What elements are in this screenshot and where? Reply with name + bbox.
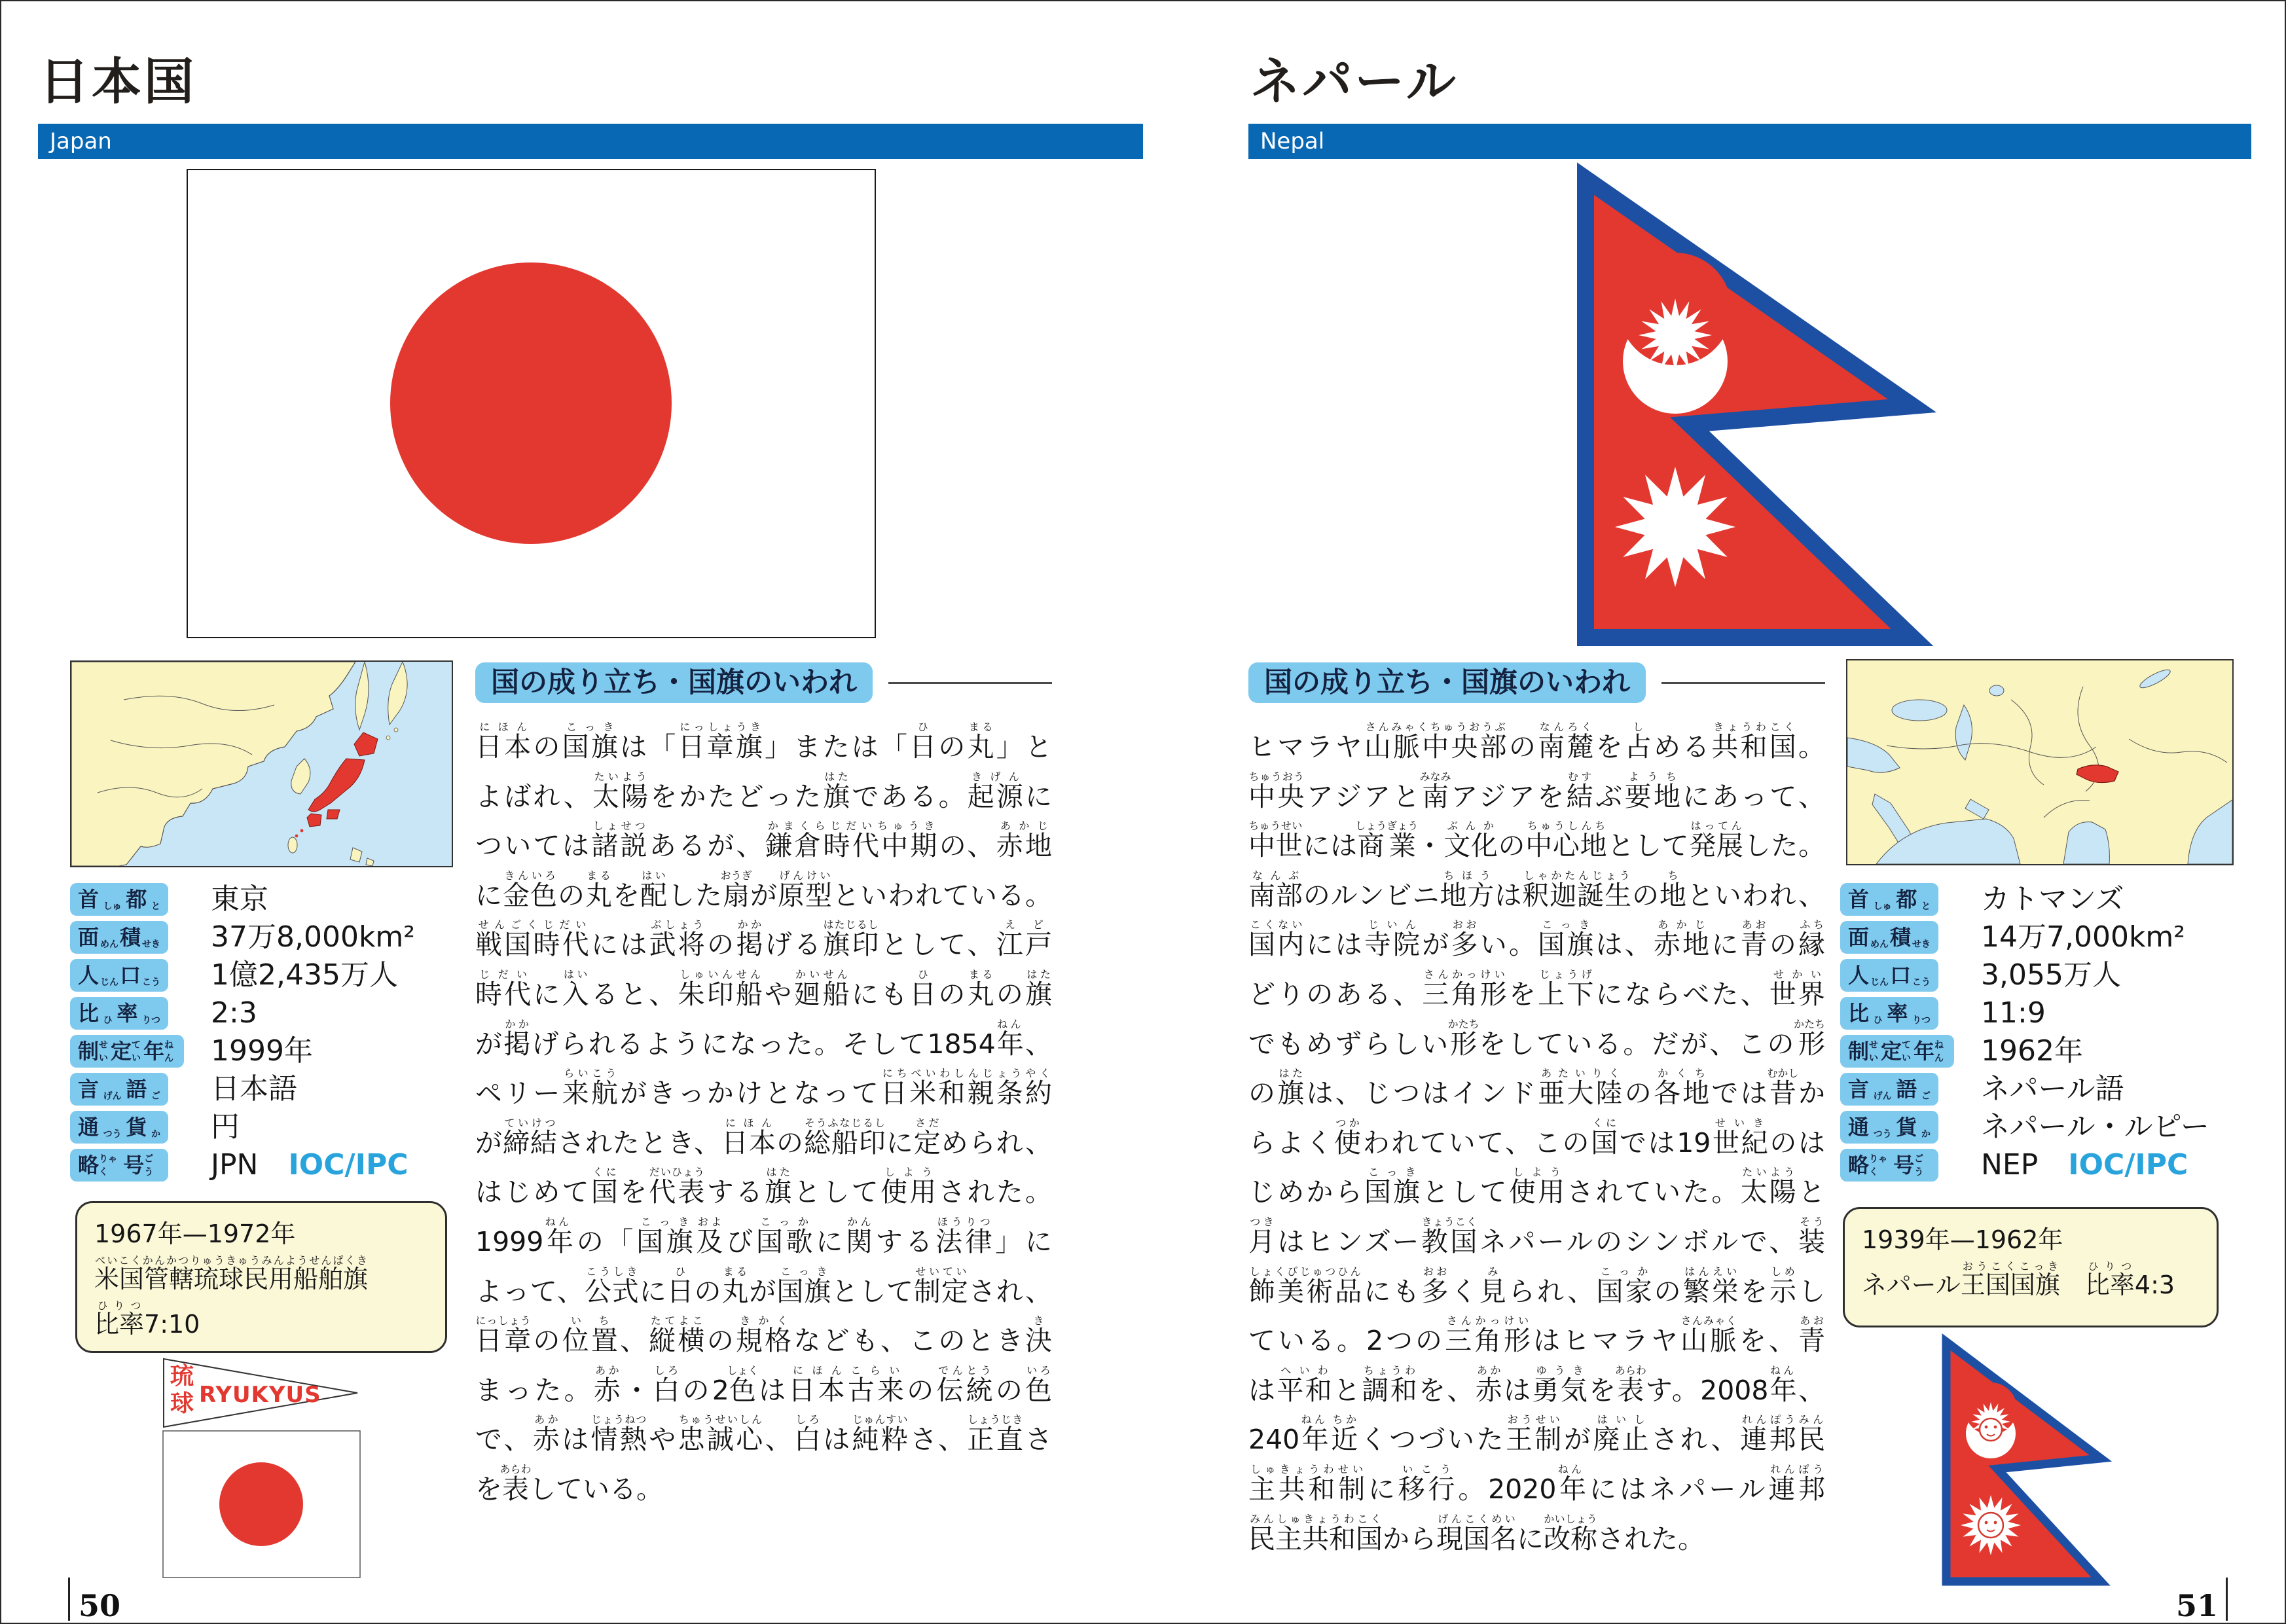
info-label-kanji: 都 [126,887,147,912]
body-text-line: ペリー来航らいこうがきっかけとなって日米和親条約にちべいわしんじょうやく [475,1067,1053,1110]
ryukyus-pennant-image [162,1358,359,1428]
info-row [1840,1111,2233,1144]
info-label-badge [1840,1111,1938,1144]
info-row [1840,997,2233,1030]
info-label-kanji: 積 [119,925,141,950]
info-label-furigana: ねん [164,1040,174,1064]
ryukyus-flag-disc [219,1462,303,1546]
info-label-kanji: 略 [78,1153,100,1178]
info-label-badge [1840,883,1938,916]
info-label-badge [1840,1073,1938,1106]
nepal-flag-shape [1586,179,1912,638]
info-value: 14万7,000km² [1981,920,2185,954]
info-value: 2:3 [211,996,257,1030]
info-label-kanji: 言 [1848,1077,1870,1102]
body-text-line: の旗はたは、じつはインド亜大陸あたいりくの各地かくちでは昔むかしか [1248,1067,1826,1110]
info-label-kanji: 略 [1848,1153,1870,1178]
info-label-furigana: と [151,901,160,912]
info-label-kanji: 人 [78,963,100,988]
body-text-line: 月つきはヒンズー教国きょうこくネパールのシンボルで、装そう [1248,1215,1825,1257]
info-row [70,1035,463,1068]
page-title-nepal: ネパール [1250,52,1459,111]
info-label-furigana: ひ [103,1015,113,1026]
info-label-badge [70,959,168,992]
info-label-badge [70,1149,168,1182]
info-label-furigana: ごう [144,1154,154,1178]
info-row [1840,1035,2233,1068]
body-text-line: 飾美術品しょくびじゅつひんにも多おおく見みられ、国家こっかの繁栄はんえいを示しめし [1248,1265,1826,1307]
pennant-kanji-1: 琉 [170,1363,194,1390]
nepal-flag-svg [1577,170,1921,646]
info-label-kanji: 比 [78,1001,100,1026]
heading-rule [888,682,1052,684]
japan-former-flag-note [75,1201,447,1353]
info-label-kanji: 貨 [126,1115,147,1140]
info-label-kanji: 年 [143,1039,165,1064]
info-value-extra: IOC/IPC [2068,1148,2188,1182]
info-row [1840,1073,2233,1106]
pennant-kanji-2: 球 [170,1390,194,1417]
body-text-line: 主共和制しゅきょうわせいに移行いこう。2020年ねんにはネパール連邦れんぽう [1248,1462,1826,1505]
info-label-furigana: りゃく [1869,1154,1888,1178]
info-label-kanji: 面 [1848,925,1870,950]
map-aral-sea [1989,685,2004,696]
former-flag-period: 1939年—1962年 [1862,1225,2063,1254]
info-label-badge [1840,1149,1938,1182]
body-text-line: 日章にっしょうの位置いち、縦横たてよこの規格きかくなども、このとき決き [475,1314,1053,1357]
info-label-kanji: 定 [1881,1039,1902,1064]
info-label-kanji: 貨 [1896,1115,1917,1140]
info-label-badge [70,1073,168,1106]
body-text-line: ヒマラヤ山脈中央部さんみゃくちゅうおうぶの南麓なんろくを占しめる共和国きょうわこく。 [1248,721,1826,763]
old-sun-eye [1985,1521,1988,1525]
page-number-tick-right [2226,1578,2228,1621]
nepal-former-flag-note [1843,1207,2219,1327]
info-label-badge [1840,997,1938,1030]
info-label-kanji: 語 [126,1077,147,1102]
map-ryukyu-island [295,835,299,838]
info-value: ネパール語 [1981,1072,2124,1106]
info-label-furigana: せき [141,939,160,950]
body-text-line: でもめずらしい形かたちをしている。だが、この形かたち [1248,1017,1825,1060]
info-label-furigana: せい [1869,1040,1879,1064]
map-kuril-island [394,728,398,732]
info-row [1840,921,2233,954]
body-text-line: を表あらわしている。 [475,1462,663,1505]
old-moon-eye [1994,1426,1997,1429]
info-row [1840,883,2233,916]
map-taiwan [288,837,297,853]
old-moon-face [1980,1418,2002,1441]
info-value: JPN IOC/IPC [211,1148,408,1182]
country-banner-nepal-label: Nepal [1260,128,1325,154]
info-label-kanji: 号 [1893,1153,1915,1178]
info-label-kanji: 首 [1848,887,1870,912]
info-value: NEP IOC/IPC [1981,1148,2188,1182]
body-text-line: よばれ、太陽たいようをかたどった旗はたである。起源きげんに [475,770,1052,812]
former-flag-ratio: 比率ひりつ7:10 [94,1299,200,1339]
info-label-kanji: 制 [78,1039,100,1064]
info-label-kanji: 定 [111,1039,132,1064]
japan-flag-image [187,169,876,638]
page-number-tick-left [68,1578,70,1621]
info-label-furigana: こう [141,977,160,988]
map-ryukyu-island [300,829,304,833]
info-label-kanji: 面 [78,925,100,950]
info-label-kanji: 号 [123,1153,145,1178]
info-label-kanji: 語 [1896,1077,1917,1102]
info-label-furigana: か [151,1129,160,1140]
body-text-line: 中央ちゅうおうアジアと南みなみアジアを結むすぶ要地ようちにあって、 [1248,770,1825,812]
section-heading-japan: 国の成り立ち・国旗のいわれ [475,662,873,703]
nepal-kingdom-flag-image [1941,1337,2106,1588]
info-label-kanji: 通 [78,1115,100,1140]
old-moon-eye [1985,1426,1988,1429]
body-text-line: 戦国時代せんごくじだいには武将ぶしょうの掲かかげる旗印はたじるしとして、江戸えど [475,918,1053,961]
body-text-line: 1999年ねんの「国旗こっき及および国歌こっかに関かんする法律ほうりつ」に [475,1215,1053,1257]
nepal-map-svg [1847,660,2232,864]
info-row [70,1073,463,1106]
nepal-body-text [1248,721,1825,1562]
info-label-furigana: つう [1873,1129,1892,1140]
info-label-badge [70,921,168,954]
body-text-line: よって、公式こうしきに日ひの丸まるが国旗こっきとして制定せいていされ、 [475,1265,1053,1307]
info-label-furigana: しゅ [103,901,122,912]
info-value: 37万8,000km² [211,920,415,954]
info-value: 円 [211,1110,240,1144]
info-label-furigana: せき [1912,939,1931,950]
info-label-badge [70,1111,168,1144]
info-label-badge [70,1035,184,1068]
body-text-line: に金色きんいろの丸まるを配はいした扇おうぎが原型げんけいといわれている。 [475,869,1052,911]
map-japan-shikoku [327,810,340,819]
body-text-line: 中世ちゅうせいには商業しょうぎょう・文化ぶんかの中心地ちゅうしんちとして発展はってんした。 [1248,820,1826,862]
info-row [1840,959,2233,992]
info-label-kanji: 率 [1887,1001,1908,1026]
ryukyus-flag-svg [162,1430,361,1578]
body-text-line: ている。2つの三角形さんかっけいはヒマラヤ山脈さんみゃくを、青あお [1248,1314,1826,1357]
info-value: 3,055万人 [1981,958,2121,992]
country-banner-japan [38,124,1143,159]
body-text-line: ついては諸説しょせつあるが、鎌倉時代中期かまくらじだいちゅうきの、赤地あかじ [475,820,1052,862]
info-row [70,1111,463,1144]
japan-locator-map [70,660,453,867]
body-text-line: が締結ていけつされたとき、日本にほんの総船印そうふなじるしに定さだめられ、 [475,1116,1053,1159]
info-label-kanji: 首 [78,887,100,912]
info-value: 東京 [211,882,268,916]
old-sun-face [1978,1513,2003,1538]
info-label-furigana: りゃく [99,1154,118,1178]
info-label-badge [1840,1035,1954,1068]
info-label-furigana: てい [1902,1040,1912,1064]
body-text-line: 国内こくないには寺院じいんが多おおい。国旗こっきは、赤地あかじに青あおの縁ふち [1248,918,1826,961]
info-value: ネパール・ルピー [1981,1110,2209,1144]
map-kuril-island [386,736,390,740]
body-text-line: らよく使つかわれていて、この国くにでは19世紀せいきのは [1248,1116,1826,1159]
old-sun-eye [1994,1521,1997,1525]
nepal-locator-map [1846,659,2234,865]
map-black-sea [1892,700,1947,721]
info-label-furigana: しゅ [1873,901,1892,912]
ryukyus-pennant-svg [162,1358,359,1428]
body-text-line: まった。赤あか・白しろの2色しょくは日本古来にほんこらいの伝統でんとうの色いろ [475,1363,1053,1406]
japan-body-text [475,721,1052,1513]
map-japan-kyushu [307,814,321,827]
japan-flag-sun-disc [390,262,672,544]
info-label-furigana: げん [1873,1091,1892,1102]
info-label-furigana: じん [1870,977,1889,988]
japan-flag-svg [188,170,875,637]
section-heading-nepal: 国の成り立ち・国旗のいわれ [1248,662,1646,703]
info-label-kanji: 率 [117,1001,138,1026]
info-label-kanji: 都 [1896,887,1917,912]
info-row [1840,1149,2233,1182]
info-value: 1億2,435万人 [211,958,398,992]
body-text-line: は平和へいわと調和ちょうわを、赤あかは勇気ゆうきを表あらわす。2008年ねん、 [1248,1363,1826,1406]
japan-info-table [70,883,463,1187]
info-label-furigana: じん [100,977,118,988]
info-label-furigana: こう [1912,977,1931,988]
former-flag-name-ratio: ネパール王国国旗おうこくこっき 比率ひりつ4:3 [1862,1260,2175,1299]
body-text-line: 南部なんぶのルンビニ地方ちほうは釈迦誕生しゃかたんじょうの地ちといわれ、 [1248,869,1826,911]
info-label-kanji: 口 [119,963,141,988]
body-text-line: じめから国旗こっきとして使用しようされていた。太陽たいようと [1248,1166,1826,1208]
info-label-furigana: と [1921,901,1931,912]
info-label-furigana: てい [132,1040,141,1064]
body-text-line: はじめて国くにを代表だいひょうする旗はたとして使用しようされた。 [475,1166,1053,1208]
page-title-japan: 日本国 [39,52,196,111]
japan-map-svg [71,662,452,866]
info-label-furigana: ご [151,1091,160,1102]
nepal-moon-rays [1639,298,1712,372]
info-label-kanji: 制 [1848,1039,1870,1064]
info-label-furigana: ねん [1934,1040,1944,1064]
info-row [70,921,463,954]
info-label-furigana: めん [1870,939,1889,950]
info-label-furigana: りつ [142,1015,160,1026]
info-value: 1999年 [211,1034,313,1068]
info-label-furigana: ご [1921,1091,1931,1102]
former-flag-period: 1967年—1972年 [94,1219,296,1248]
info-label-kanji: 人 [1848,963,1870,988]
info-label-kanji: 積 [1889,925,1911,950]
info-label-furigana: めん [100,939,118,950]
former-flag-name: 米国管轄琉球民用船舶旗べいこくかんかつりゅうきゅうみんようせんぱくき [94,1254,369,1293]
info-label-badge [70,997,168,1030]
info-label-furigana: せい [99,1040,109,1064]
info-label-badge [70,883,168,916]
info-value-extra: IOC/IPC [288,1148,408,1182]
body-text-line: 日本にほんの国旗こっきは「日章旗にっしょうき」または「日ひの丸まる」と [475,721,1053,763]
info-value: 日本語 [211,1072,297,1106]
body-text-line: 240年ねん近ちかくつづいた王制おうせいが廃止はいしされ、連邦民れんぽうみん [1248,1413,1826,1456]
heading-rule [1661,682,1825,684]
info-label-kanji: 口 [1889,963,1911,988]
info-row [70,959,463,992]
info-label-furigana: ごう [1914,1154,1924,1178]
body-text-line: 民主共和国みんしゅきょうわこくから現国名げんこくめいに改称かいしょうされた。 [1248,1512,1705,1555]
body-text-line: どりのある、三角形さんかっけいを上下じょうげにならべた、世界せかい [1248,967,1826,1010]
info-label-kanji: 比 [1848,1001,1870,1026]
info-row [70,883,463,916]
body-text-line: 時代じだいに入はいると、朱印船しゅいんせんや廻船かいせんにも日ひの丸まるの旗はた [475,967,1053,1010]
page-number-right: 51 [2175,1588,2218,1623]
ryukyus-civil-flag-image [162,1430,361,1578]
info-label-badge [1840,921,1938,954]
pennant-latin-label: RYUKYUS [199,1382,321,1408]
body-text-line: で、赤あかは情熱じょうねつや忠誠心ちゅうせいしん、白しろは純粋じゅんすいさ、正直しょうじきさ [475,1413,1053,1456]
info-value: 11:9 [1981,996,2046,1030]
info-label-kanji: 年 [1914,1039,1935,1064]
info-value: カトマンズ [1981,882,2124,916]
nepal-old-flag-svg [1941,1337,2106,1588]
info-label-furigana: げん [103,1091,122,1102]
info-label-kanji: 言 [78,1077,100,1102]
info-row [70,997,463,1030]
nepal-info-table [1840,883,2233,1187]
info-label-badge [1840,959,1938,992]
country-banner-nepal [1248,124,2251,159]
info-label-furigana: ひ [1873,1015,1883,1026]
nepal-old-flag-shape [1946,1342,2101,1581]
info-row [70,1149,463,1182]
info-label-furigana: つう [103,1129,122,1140]
country-banner-japan-label: Japan [50,128,112,154]
page-number-left: 50 [79,1588,121,1623]
nepal-flag-image [1577,170,1921,646]
info-label-furigana: りつ [1912,1015,1931,1026]
info-value: 1962年 [1981,1034,2083,1068]
info-label-kanji: 通 [1848,1115,1870,1140]
body-text-line: が掲かかげられるようになった。そして1854年ねん、 [475,1017,1053,1060]
info-label-furigana: か [1921,1129,1931,1140]
